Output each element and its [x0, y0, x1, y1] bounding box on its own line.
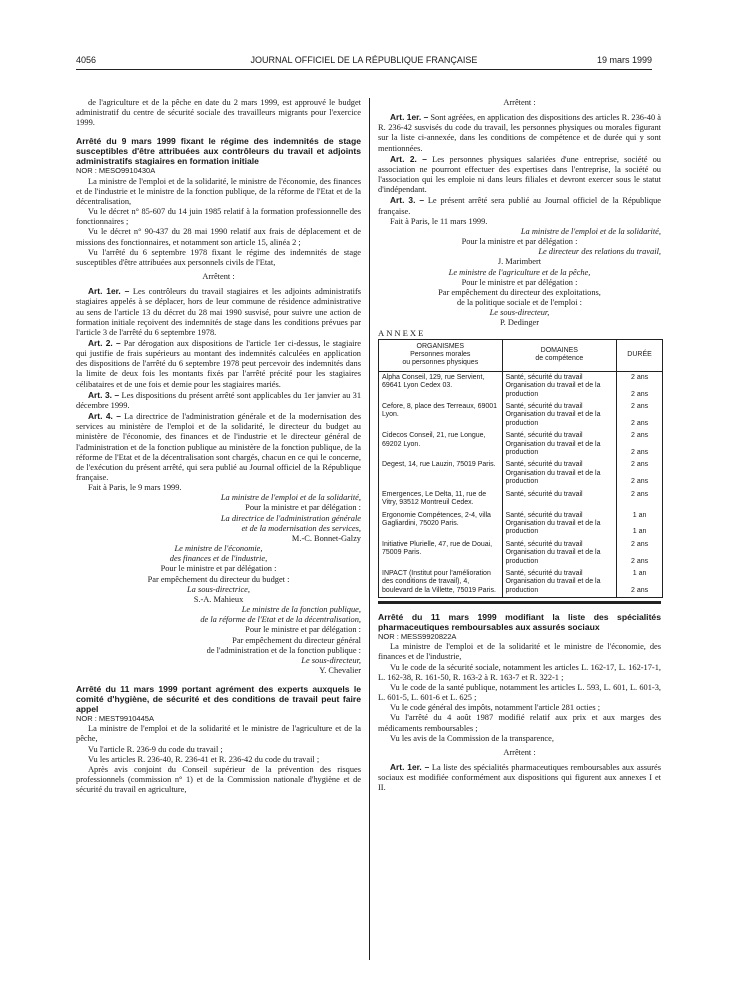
domain-entry: Santé, sécurité du travail: [505, 432, 583, 440]
organism-cell: Cidecos Conseil, 21, rue Longue, 69202 Lyon.: [379, 430, 503, 459]
domain-entry: Santé, sécurité du travail: [505, 490, 583, 498]
table-row: [379, 371, 663, 401]
table-row: [379, 401, 663, 430]
organism-cell: INPACT (Institut pour l'amélioration des conditions de travail), 4, boulevard de la Villette, 75019 Paris.: [379, 568, 503, 598]
article-text: La liste des spécialités pharmaceutiques remboursables aux assurés sociaux est modifiée conformément aux dispositions qui figurent aux annexes I et II.: [378, 763, 661, 793]
table-row: [379, 568, 663, 598]
table-row: [379, 430, 663, 459]
signature-name: M.-C. Bonnet-Galzy: [291, 533, 361, 543]
duration-entry: 2 ans: [630, 461, 649, 469]
domain-cell: [502, 489, 617, 510]
paragraph: Vu le code de la sécurité sociale, notamment les articles L. 162-17, L. 162-17-1, L. 162-38, R. 161-50, R. 163-2 à R. 163-7 et R. 322-1 ;: [378, 662, 661, 682]
paragraph: La ministre de l'emploi et de la solidarité et le ministre de l'économie, des finances et de l'industrie,: [378, 642, 661, 662]
paragraph: Vu le décret n° 85-607 du 14 juin 1985 relatif à la formation professionnelle des fonctionnaires ;: [76, 207, 361, 227]
signature-line: Par empêchement du directeur des exploitations,: [438, 287, 601, 297]
duration-entry: 2 ans: [630, 586, 649, 594]
signature-line: La directrice de l'administration générale: [220, 513, 361, 523]
intro-paragraph: de l'agriculture et de la pêche en date du 2 mars 1999, est approuvé le budget administratif du centre de sécurité sociale des travailleurs migrants pour l'exercice 1999.: [76, 98, 361, 128]
duration-entry: 2 ans: [630, 540, 649, 548]
right-column: [378, 98, 661, 794]
signature-line: Le ministre de la fonction publique,: [241, 605, 361, 615]
column-header: DOMAINES de compétence: [502, 339, 617, 371]
signature-block: [76, 544, 361, 605]
signature-line: de l'administration et de la fonction publique :: [206, 645, 361, 655]
article-label: Art. 4. –: [88, 411, 121, 422]
duration-cell: [617, 510, 663, 539]
signature-line: de la réforme de l'Etat et de la décentralisation,: [200, 615, 361, 625]
signature-line: Pour le ministre et par délégation :: [160, 564, 277, 574]
article-label: Art. 1er. –: [390, 762, 430, 773]
signature-block: [76, 605, 361, 676]
paragraph: Vu les articles R. 236-40, R. 236-41 et R. 236-42 du code du travail ;: [88, 754, 320, 764]
duration-entry: 2 ans: [630, 419, 649, 427]
signature-line: Pour le ministre et par délégation :: [461, 277, 578, 287]
column-divider: [369, 98, 370, 960]
organism-cell: Cefore, 8, place des Terreaux, 69001 Lyon.: [379, 401, 503, 430]
duration-cell: [617, 539, 663, 568]
duration-entry: 2 ans: [630, 490, 649, 498]
domain-cell: [502, 510, 617, 539]
duration-cell: [617, 371, 663, 401]
article-text: Les dispositions du présent arrêté sont applicables du 1er janvier au 31 décembre 1999.: [76, 390, 362, 410]
duration-cell: [617, 489, 663, 510]
article: [378, 154, 661, 196]
duration-entry: 1 an: [632, 528, 647, 536]
signature-line: Par empêchement du directeur du budget :: [147, 574, 290, 584]
domain-cell: [502, 459, 617, 488]
done-at: Fait à Paris, le 9 mars 1999.: [88, 483, 182, 493]
article-label: Art. 3. –: [390, 195, 425, 206]
nor-reference: NOR : MEST9910445A: [76, 714, 154, 724]
organism-cell: Alpha Conseil, 129, rue Servient, 69641 Lyon Cedex 03.: [379, 371, 503, 401]
article: [76, 338, 361, 390]
duration-entry: 2 ans: [630, 432, 649, 440]
signature-line: des finances et de l'industrie,: [169, 554, 268, 564]
domain-entry: Organisation du travail et de la production: [505, 578, 601, 594]
decree-title: Arrêté du 11 mars 1999 modifiant la liste des spécialités pharmaceutiques remboursables aux assurés sociaux: [378, 612, 661, 633]
paragraph: La ministre de l'emploi et de la solidarité, le ministre de l'économie, des finances et de l'industrie et le ministre de la fonction publique, de la réforme de l'Etat et de la décentralisation,: [76, 176, 361, 206]
article-label: Art. 2. –: [88, 337, 121, 348]
organism-cell: Ergonomie Compétences, 2-4, villa Gagliardini, 75020 Paris.: [379, 510, 503, 539]
signature-line: La sous-directrice,: [187, 584, 250, 594]
issue-date: 19 mars 1999: [596, 55, 652, 65]
table-row: [379, 489, 663, 510]
duration-entry: 2 ans: [630, 390, 649, 398]
domain-entry: Santé, sécurité du travail: [505, 373, 583, 381]
duration-cell: [617, 459, 663, 488]
signature-name: S.-A. Mahieux: [193, 594, 244, 604]
article: [378, 112, 661, 154]
nor-reference: NOR : MESS9920822A: [378, 632, 457, 642]
paragraph: Vu l'arrêté du 6 septembre 1978 fixant le régime des indemnités de stage susceptibles d'être attribuées aux personnels civils de l'Etat,: [76, 247, 361, 267]
organism-cell: Emergences, Le Delta, 11, rue de Vitry, 93512 Montreuil Cedex.: [379, 489, 503, 510]
article: [76, 286, 361, 338]
paragraph: Vu l'arrêté du 4 août 1987 modifié relatif aux prix et aux marges des médicaments remboursables ;: [378, 713, 661, 733]
article-text: Les personnes physiques salariées d'une entreprise, société ou association ne pourront effectuer des expertises dans l'entreprise, la société ou l'association qui les emploie ni dans leurs filiales et devront exercer sous le statut d'indépendant.: [378, 154, 661, 195]
table-row: [379, 459, 663, 488]
domain-entry: Santé, sécurité du travail: [505, 511, 583, 519]
article-label: Art. 3. –: [88, 389, 120, 400]
signature-name: P. Dedinger: [499, 318, 540, 328]
arretent-heading: Arrêtent :: [503, 747, 536, 757]
article-label: Art. 2. –: [390, 153, 427, 164]
decree-title: Arrêté du 9 mars 1999 fixant le régime des indemnités de stage susceptibles d'être attribuées aux contrôleurs du travail et adjoints administratifs stagiaires en formation initiale: [76, 136, 361, 167]
paragraph: Après avis conjoint du Conseil supérieur de la prévention des risques professionnels (commission n° 1) et de la Commission nationale d'hygiène et de sécurité du travail en agriculture,: [76, 764, 361, 795]
signature-line: Pour la ministre et par délégation :: [245, 503, 361, 513]
domain-entry: Santé, sécurité du travail: [505, 403, 583, 411]
signature-line: Le directeur des relations du travail,: [538, 247, 661, 257]
organism-cell: Initiative Plurielle, 47, rue de Douai, 75009 Paris.: [379, 539, 503, 568]
domain-cell: [502, 430, 617, 459]
article-label: Art. 1er. –: [88, 286, 130, 297]
article-text: La directrice de l'administration générale et de la modernisation des services au ministère de l'emploi et de la solidarité, le directeur du budget au ministère de l'économie, des finances et de l'industrie et le directeur général de l'administration et de la fonction publique au ministère de la fonction publique, de la réforme de l'Etat et de la décentralisation sont chargés, chacun en ce qui le concerne, de l'exécution du présent arrêté, qui sera publié au Journal officiel de la République française.: [76, 412, 361, 482]
annex-table: [378, 339, 663, 599]
table-header-row: [379, 339, 663, 371]
signature-line: Pour la ministre et par délégation :: [461, 237, 578, 247]
decree-title: Arrêté du 11 mars 1999 portant agrément des experts auxquels le comité d'hygiène, de sécurité et des conditions de travail peut faire appel: [76, 684, 361, 715]
domain-cell: [502, 539, 617, 568]
article: [76, 411, 361, 483]
paragraph: Vu le code de la santé publique, notamment les articles L. 593, L. 601, L. 601-3, L. 601-5, L. 601-6 et L. 625 ;: [378, 682, 661, 703]
signature-name: J. Marimbert: [497, 257, 542, 267]
page-header: [76, 55, 652, 69]
signature-line: Le sous-directeur,: [489, 308, 550, 318]
paragraph: Vu les avis de la Commission de la transparence,: [390, 733, 554, 743]
paragraph: Vu le décret n° 90-437 du 28 mai 1990 relatif aux frais de déplacement et de missions des fonctionnaires, et notamment son article 15, alinéa 2 ;: [76, 227, 361, 247]
journal-title: JOURNAL OFFICIEL DE LA RÉPUBLIQUE FRANÇAISE: [250, 55, 478, 65]
signature-name: Y. Chevalier: [319, 665, 361, 675]
article-text: Par dérogation aux dispositions de l'article 1er ci-dessus, le stagiaire qui justifie de frais supérieurs au montant des indemnités calculées en application des dispositions de l'arrêté du 6 septembre 1978 peut percevoir des indemnités dans la limite de deux fois les montants fixés par l'arrêté précité pour les stagiaires célibataires et de une fois et demie pour les stagiaires mariés.: [76, 338, 361, 389]
signature-line: Pour le ministre et par délégation :: [245, 625, 361, 635]
signature-line: Par empêchement du directeur général: [232, 635, 361, 645]
nor-reference: NOR : MESO9910430A: [76, 166, 156, 176]
domain-entry: Santé, sécurité du travail: [505, 540, 583, 548]
paragraph: Vu l'article R. 236-9 du code du travail ;: [88, 744, 223, 754]
duration-entry: 2 ans: [630, 557, 649, 565]
done-at: Fait à Paris, le 11 mars 1999.: [390, 216, 488, 226]
domain-cell: [502, 401, 617, 430]
domain-entry: Santé, sécurité du travail: [505, 569, 583, 577]
duration-entry: 2 ans: [630, 403, 649, 411]
arretent-heading: Arrêtent :: [503, 98, 536, 107]
column-header: ORGANISMES Personnes morales ou personnes physiques: [379, 339, 503, 371]
duration-entry: 2 ans: [630, 478, 649, 486]
domain-cell: [502, 371, 617, 401]
signature-line: de la politique sociale et de l'emploi :: [456, 297, 582, 307]
signature-line: et de la modernisation des services,: [241, 523, 361, 533]
page-number: 4056: [76, 55, 97, 65]
left-column: [76, 98, 361, 795]
article-text: Sont agréées, en application des dispositions des articles R. 236-40 à R. 236-42 susvisés du code du travail, les personnes physiques ou morales figurant sur la liste ci-annexée, dans les conditions de compétence et de durée qui y sont mentionnées.: [378, 113, 662, 153]
article: [378, 195, 661, 216]
signature-line: Le sous-directeur,: [301, 655, 361, 665]
organism-cell: Degest, 14, rue Lauzin, 75019 Paris.: [379, 459, 503, 488]
duration-cell: [617, 401, 663, 430]
signature-line: Le ministre de l'agriculture et de la pêche,: [448, 267, 591, 277]
table-row: [379, 510, 663, 539]
domain-entry: Organisation du travail et de la production: [505, 440, 601, 457]
annex-title: ANNEXE: [378, 328, 426, 339]
column-header: DURÉE: [617, 339, 663, 371]
paragraph: La ministre de l'emploi et de la solidarité et le ministre de l'agriculture et de la pêche,: [76, 724, 361, 744]
domain-cell: [502, 568, 617, 598]
article-label: Art. 1er. –: [390, 112, 429, 123]
domain-entry: Santé, sécurité du travail: [505, 461, 583, 469]
duration-cell: [617, 568, 663, 598]
signature-block: [378, 268, 661, 329]
duration-entry: 2 ans: [630, 449, 649, 457]
duration-entry: 2 ans: [630, 373, 649, 381]
domain-entry: Organisation du travail et de la production: [505, 519, 601, 536]
domain-entry: Organisation du travail et de la production: [505, 411, 601, 427]
header-rule: [76, 69, 652, 70]
signature-block: [76, 493, 361, 544]
duration-cell: [617, 430, 663, 459]
signature-line: La ministre de l'emploi et de la solidarité,: [220, 493, 361, 503]
article-text: Le présent arrêté sera publié au Journal officiel de la République française.: [378, 196, 661, 216]
signature-line: La ministre de l'emploi et de la solidarité,: [520, 226, 661, 236]
article: [76, 390, 361, 411]
article-text: Les contrôleurs du travail stagiaires et les adjoints administratifs stagiaires appelés à se déplacer, hors de leur commune de résidence administrative au sens de l'article 13 du décret du 28 mai 1990 susvisé, pour suivre une action de formation initiale reçoivent des indemnités de stage dans les conditions prévues par l'article 3 de l'arrêté du 6 septembre 1978.: [76, 287, 361, 337]
signature-line: Le ministre de l'économie,: [174, 544, 263, 554]
domain-entry: Organisation du travail et de la production: [505, 549, 601, 565]
duration-entry: 1 an: [632, 569, 647, 577]
signature-block: [378, 227, 661, 268]
annex-table-body: [379, 371, 663, 597]
paragraph: Vu le code général des impôts, notamment l'article 281 octies ;: [390, 703, 601, 713]
article: [378, 762, 661, 793]
domain-entry: Organisation du travail et de la production: [505, 382, 601, 398]
table-row: [379, 539, 663, 568]
arretent-heading: Arrêtent :: [202, 272, 235, 282]
domain-entry: Organisation du travail et de la production: [505, 469, 601, 486]
duration-entry: 1 an: [632, 511, 647, 519]
